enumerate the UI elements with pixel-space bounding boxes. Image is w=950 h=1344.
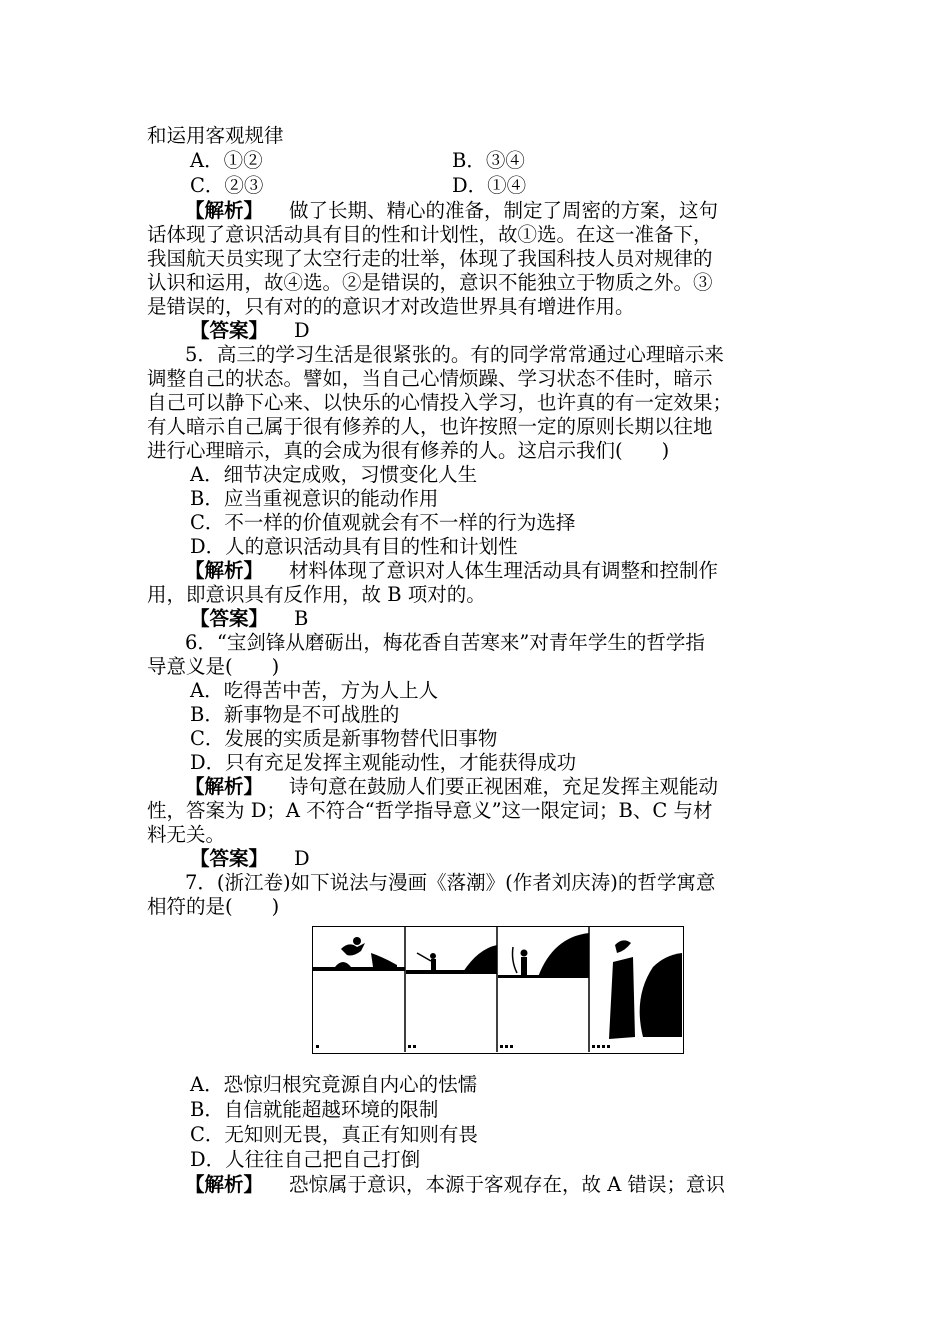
question-stem: 相符的是( ) — [147, 895, 280, 918]
option-c: C．无知则无畏，真正有知则有畏 — [190, 1123, 478, 1146]
analysis-line: 认识和运用，故④选。②是错误的，意识不能独立于物质之外。③ — [147, 271, 713, 294]
analysis-line: 性，答案为 D；A 不符合“哲学指导意义”这一限定词；B、C 与材 — [147, 799, 713, 822]
question-stem: 有人暗示自己属于很有修养的人，也许按照一定的原则长期以往地 — [147, 415, 713, 438]
analysis-line: 话体现了意识活动具有目的性和计划性，故①选。在这一准备下， — [147, 223, 713, 246]
option-b: B．新事物是不可战胜的 — [190, 703, 400, 726]
comic-strip — [312, 926, 684, 1054]
option-a: A．吃得苦中苦，方为人上人 — [190, 679, 439, 702]
option-d: D．只有充足发挥主观能动性，才能获得成功 — [190, 751, 577, 774]
answer-line — [190, 846, 850, 872]
analysis-line: 我国航天员实现了太空行走的壮举，体现了我国科技人员对规律的 — [147, 247, 713, 270]
comic-panel-3 — [498, 933, 589, 1048]
comic-illustration — [313, 927, 682, 1052]
answer-line — [190, 318, 850, 344]
question-stem: 5．高三的学习生活是很紧张的。有的同学常常通过心理暗示来 — [185, 343, 724, 366]
question-stem: 进行心理暗示，真的会成为很有修养的人。这启示我们( ) — [147, 439, 670, 462]
comic-panel-2 — [406, 945, 497, 1048]
analysis-text: 诗句意在鼓励人们要正视困难，充足发挥主观能动 — [289, 775, 719, 798]
option-c: C．②③ — [190, 174, 264, 197]
option-c: C．不一样的价值观就会有不一样的行为选择 — [190, 511, 576, 534]
answer-line — [190, 606, 850, 632]
analysis-label: 【解析】 — [185, 775, 264, 798]
analysis-label: 【解析】 — [185, 559, 264, 582]
analysis-line: 是错误的，只有对的的意识才对改造世界具有增进作用。 — [147, 295, 635, 318]
answer-value: B — [294, 607, 309, 630]
question-stem: 导意义是( ) — [147, 655, 280, 678]
option-d: D．人的意识活动具有目的性和计划性 — [190, 535, 518, 558]
analysis-line — [185, 774, 845, 800]
analysis-text: 材料体现了意识对人体生理活动具有调整和控制作 — [289, 559, 719, 582]
analysis-line — [185, 1172, 845, 1198]
comic-panel-4 — [592, 940, 682, 1048]
option-b: B．应当重视意识的能动作用 — [190, 487, 439, 510]
answer-value: D — [294, 847, 310, 870]
question-stem: 7．(浙江卷)如下说法与漫画《落潮》(作者刘庆涛)的哲学寓意 — [185, 871, 716, 894]
option-a: A．细节决定成败，习惯变化人生 — [190, 463, 478, 486]
question-stem: 6．“宝剑锋从磨砺出，梅花香自苦寒来”对青年学生的哲学指 — [185, 631, 705, 654]
option-b: B．③④ — [452, 149, 525, 172]
answer-label: 【答案】 — [190, 319, 269, 342]
option-b: B．自信就能超越环境的限制 — [190, 1098, 439, 1121]
option-d: D．①④ — [452, 174, 527, 197]
option-a: A．①② — [190, 149, 263, 172]
comic-panel-1 — [313, 937, 405, 1048]
analysis-text: 恐惊属于意识，本源于客观存在，故 A 错误；意识 — [289, 1173, 725, 1196]
answer-label: 【答案】 — [190, 847, 269, 870]
analysis-line: 用，即意识具有反作用，故 B 项对的。 — [147, 583, 486, 606]
option-row — [190, 148, 850, 174]
analysis-label: 【解析】 — [185, 1173, 264, 1196]
answer-value: D — [294, 319, 310, 342]
analysis-text: 做了长期、精心的准备，制定了周密的方案，这句 — [289, 199, 719, 222]
question-stem: 自己可以静下心来、以快乐的心情投入学习，也许真的有一定效果； — [147, 391, 733, 414]
analysis-label: 【解析】 — [185, 199, 264, 222]
option-c: C．发展的实质是新事物替代旧事物 — [190, 727, 498, 750]
question-stem: 调整自己的状态。譬如，当自己心情烦躁、学习状态不佳时，暗示 — [147, 367, 713, 390]
option-a: A．恐惊归根究竟源自内心的怯懦 — [190, 1073, 478, 1096]
option-d: D．人往往自己把自己打倒 — [190, 1148, 421, 1171]
option-row — [190, 173, 850, 199]
analysis-line — [185, 558, 845, 584]
analysis-line: 料无关。 — [147, 823, 226, 846]
answer-label: 【答案】 — [190, 607, 269, 630]
text-line: 和运用客观规律 — [147, 124, 284, 147]
analysis-line — [185, 198, 845, 224]
